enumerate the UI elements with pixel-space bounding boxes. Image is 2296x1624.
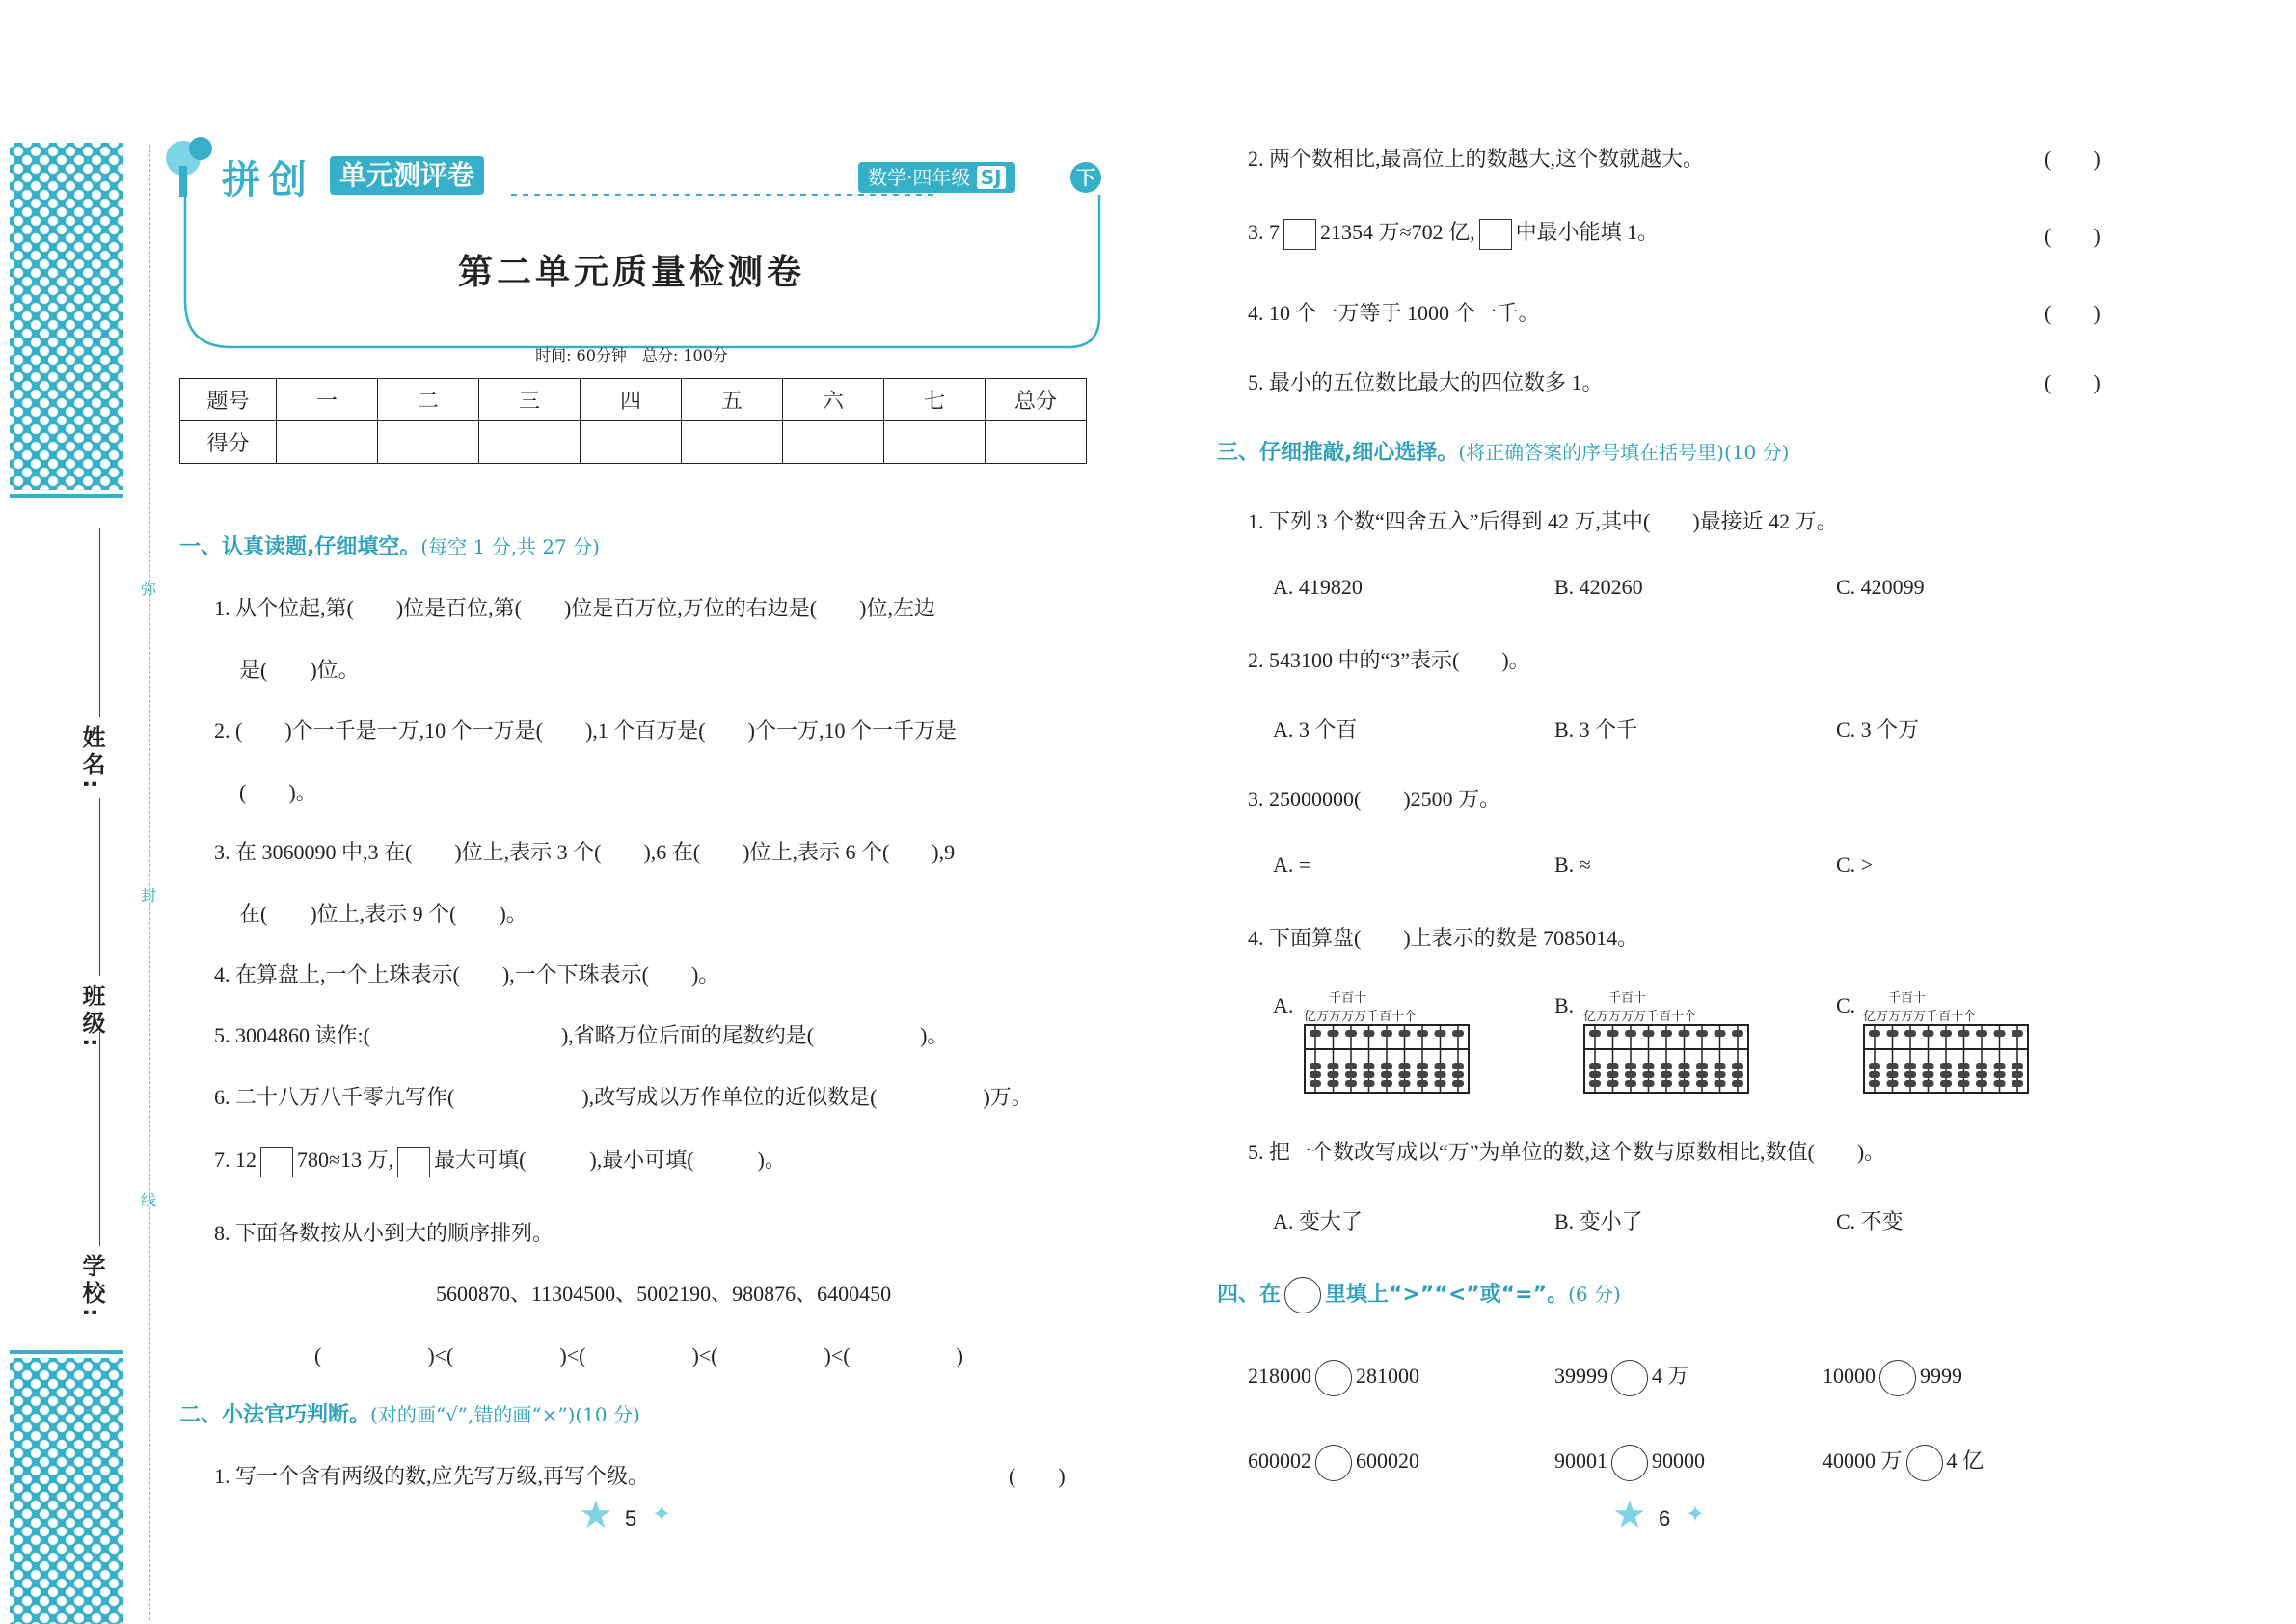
abacus-b: [1583, 988, 1749, 1099]
score-cell[interactable]: [378, 421, 479, 464]
abacus-bead: [1715, 1030, 1726, 1037]
table-cell: 五: [682, 379, 783, 421]
abacus-bead: [1994, 1030, 2006, 1037]
question-text: 4. 在算盘上,一个上珠表示( ),一个下珠表示( )。: [214, 962, 720, 987]
option-b[interactable]: B. 3 个千: [1554, 717, 1638, 742]
abacus-bead: [1643, 1080, 1655, 1087]
answer-box[interactable]: [260, 1147, 293, 1177]
section-heading: 四、在 里填上“>”“<”或“=”。(6 分): [1217, 1277, 1621, 1313]
judge-blank[interactable]: ( ): [2044, 224, 2101, 248]
star-icon: ✦: [652, 1501, 672, 1528]
abacus-bead: [1904, 1063, 1916, 1069]
question-text: 5. 把一个数改写成以“万”为单位的数,这个数与原数相比,数值( )。: [1248, 1140, 1886, 1164]
abacus-a: [1304, 988, 1470, 1099]
abacus-label: 千百十: [1608, 991, 1647, 1006]
abacus-bead: [1625, 1063, 1636, 1069]
abacus-bead: [1417, 1030, 1428, 1037]
abacus-bead: [1607, 1030, 1619, 1037]
abacus-bead: [1940, 1063, 1952, 1069]
abacus-bead: [1607, 1080, 1619, 1087]
seal-char: 线: [141, 1191, 157, 1209]
subject-badge: [858, 162, 1015, 193]
abacus-bead: [1958, 1030, 1970, 1037]
option-c[interactable]: C. 不变: [1836, 1209, 1904, 1233]
score-cell[interactable]: [479, 421, 581, 464]
abacus-c: [1863, 988, 2029, 1099]
compare-item: 10000 9999: [1823, 1360, 1962, 1396]
abacus-bead: [1625, 1071, 1636, 1078]
compare-item: 40000 万 4 亿: [1823, 1445, 1984, 1481]
abacus-bead: [1679, 1071, 1690, 1078]
compare-item: 218000 281000: [1248, 1360, 1419, 1396]
abacus-label: 亿万万万万千百十个: [1863, 1010, 1977, 1024]
abacus-bead: [1887, 1063, 1899, 1069]
question-text: 4. 10 个一万等于 1000 个一千。: [1248, 301, 1540, 325]
divider: [10, 494, 123, 498]
abacus-bead: [1958, 1080, 1970, 1087]
question-text: 是( )位。: [239, 658, 360, 682]
table-cell: 四: [581, 379, 682, 421]
question-text: 在( )位上,表示 9 个( )。: [239, 902, 527, 926]
judge-blank[interactable]: ( ): [2044, 301, 2101, 325]
score-cell[interactable]: [986, 421, 1087, 464]
abacus-bead: [1715, 1071, 1726, 1078]
abacus-bead: [2012, 1080, 2023, 1087]
edition-tag: SJ: [977, 166, 1006, 189]
table-cell: 三: [479, 379, 581, 421]
star-icon: ★: [579, 1493, 613, 1537]
compare-circle[interactable]: [1906, 1445, 1943, 1481]
question-text: 3. 25000000( )2500 万。: [1248, 787, 1501, 811]
abacus-bead: [1923, 1063, 1934, 1069]
order-blanks[interactable]: ( )<( )<( )<( )<( ): [314, 1343, 963, 1367]
abacus-bead: [1452, 1030, 1464, 1037]
question-text: 7. 12 780≈13 万, 最大可填( ),最小可填( )。: [214, 1144, 786, 1177]
abacus-bead: [1904, 1071, 1916, 1078]
answer-box[interactable]: [1479, 219, 1512, 250]
question-text: 1. 写一个含有两级的数,应先写万级,再写个级。: [214, 1464, 650, 1488]
option-c[interactable]: C.: [1836, 993, 1856, 1017]
abacus-bead: [1399, 1063, 1411, 1069]
abacus-bead: [1904, 1030, 1916, 1037]
option-a[interactable]: A. =: [1273, 853, 1311, 877]
abacus-bead: [1399, 1030, 1411, 1037]
option-c[interactable]: C. 420099: [1836, 575, 1925, 599]
abacus-bead: [1381, 1071, 1392, 1078]
table-cell: 二: [378, 379, 479, 421]
number-list: 5600870、11304500、5002190、980876、6400450: [436, 1282, 892, 1306]
abacus-bead: [1958, 1071, 1970, 1078]
question-text: 3. 在 3060090 中,3 在( )位上,表示 3 个( ),6 在( )位上,表示 6 个( ),9: [214, 840, 956, 864]
time-info: 时间: 60分钟 总分: 100分: [535, 346, 728, 365]
abacus-label: 亿万万万万千百十个: [1583, 1010, 1697, 1024]
abacus-bead: [1715, 1063, 1726, 1069]
compare-circle[interactable]: [1611, 1360, 1648, 1396]
abacus-bead: [1661, 1030, 1672, 1037]
question-text: 6. 二十八万八千零九写作( ),改写成以万作单位的近似数是( )万。: [214, 1085, 1033, 1109]
question-text: 5. 3004860 读作:( ),省略万位后面的尾数约是( )。: [214, 1023, 949, 1047]
abacus-bead: [1589, 1071, 1601, 1078]
abacus-bead: [1417, 1080, 1428, 1087]
abacus-bead: [1589, 1080, 1601, 1087]
abacus-bead: [1732, 1063, 1743, 1069]
table-cell: 一: [277, 379, 378, 421]
school-field[interactable]: [99, 1032, 100, 1246]
abacus-bead: [1994, 1063, 2006, 1069]
abacus-bead: [1435, 1071, 1446, 1078]
question-text: 1. 下列 3 个数“四舍五入”后得到 42 万,其中( )最接近 42 万。: [1248, 509, 1838, 533]
table-row: [180, 379, 1087, 421]
abacus-bead: [1589, 1030, 1601, 1037]
option-b[interactable]: B. 变小了: [1554, 1209, 1643, 1233]
seal-char: 弥: [141, 580, 157, 598]
abacus-bead: [1679, 1080, 1690, 1087]
abacus-bead: [1328, 1063, 1339, 1069]
abacus-bead: [1976, 1030, 1987, 1037]
score-table: [179, 378, 1087, 464]
abacus-bead: [1607, 1063, 1619, 1069]
abacus-bead: [1696, 1080, 1708, 1087]
option-a[interactable]: A.: [1273, 993, 1294, 1017]
compare-item: 90001 90000: [1554, 1445, 1705, 1481]
compare-circle[interactable]: [1879, 1360, 1916, 1396]
abacus-bead: [1345, 1080, 1357, 1087]
page-title: 第二单元质量检测卷: [457, 253, 805, 292]
abacus-frame: [1304, 1024, 1470, 1094]
section-heading: 三、仔细推敲,细心选择。(将正确答案的序号填在括号里)(10 分): [1217, 441, 1790, 465]
abacus-label: 亿万万万万千百十个: [1304, 1010, 1418, 1024]
abacus-bead: [1887, 1071, 1899, 1078]
abacus-bead: [1345, 1071, 1357, 1078]
abacus-bead: [1661, 1071, 1672, 1078]
star-icon: ★: [1612, 1493, 1647, 1537]
compare-circle[interactable]: [1315, 1360, 1352, 1396]
question-text: ( )。: [239, 780, 317, 804]
question-text: 2. ( )个一千是一万,10 个一万是( ),1 个百万是( )个一万,10 个一千万是: [214, 718, 957, 743]
option-a[interactable]: A. 3 个百: [1273, 717, 1358, 742]
abacus-bead: [2012, 1030, 2023, 1037]
abacus-bead: [1452, 1063, 1464, 1069]
score-cell[interactable]: [783, 421, 884, 464]
abacus-bead: [1381, 1030, 1392, 1037]
name-field[interactable]: [99, 528, 100, 717]
abacus-label: 千百十: [1329, 991, 1367, 1006]
abacus-bead: [1994, 1071, 2006, 1078]
score-cell[interactable]: [884, 421, 986, 464]
abacus-bead: [1310, 1030, 1321, 1037]
svg-text:拼: 拼: [222, 158, 260, 203]
abacus-bead: [1364, 1071, 1375, 1078]
abacus-bead: [1345, 1063, 1357, 1069]
abacus-bead: [1869, 1071, 1880, 1078]
option-a[interactable]: A. 变大了: [1273, 1209, 1363, 1233]
abacus-bead: [1976, 1063, 1987, 1069]
abacus-bead: [1923, 1080, 1934, 1087]
question-text: 1. 从个位起,第( )位是百位,第( )位是百万位,万位的右边是( )位,左边: [214, 596, 935, 620]
abacus-bead: [1310, 1063, 1321, 1069]
abacus-bead: [2012, 1063, 2023, 1069]
abacus-frame: [1583, 1024, 1749, 1094]
judge-blank[interactable]: ( ): [2044, 147, 2101, 171]
binding-cut-line: [149, 145, 150, 1620]
abacus-bead: [1887, 1030, 1899, 1037]
abacus-bead: [1869, 1030, 1880, 1037]
abacus-bead: [1310, 1071, 1321, 1078]
svg-text:创: 创: [268, 158, 307, 203]
abacus-bead: [1904, 1080, 1916, 1087]
abacus-bead: [1328, 1080, 1339, 1087]
abacus-bead: [1345, 1030, 1357, 1037]
abacus-label: 千百十: [1888, 991, 1927, 1006]
abacus-bead: [1976, 1080, 1987, 1087]
abacus-bead: [1661, 1063, 1672, 1069]
abacus-bead: [2012, 1071, 2023, 1078]
judge-blank[interactable]: ( ): [1009, 1464, 1066, 1488]
subject-text: 数学·四年级: [868, 166, 971, 189]
abacus-bead: [1887, 1080, 1899, 1087]
abacus-bead: [1435, 1030, 1446, 1037]
abacus-bead: [1643, 1063, 1655, 1069]
abacus-bead: [1328, 1071, 1339, 1078]
question-text: 2. 两个数相比,最高位上的数越大,这个数就越大。: [1248, 147, 1705, 171]
abacus-bead: [1625, 1080, 1636, 1087]
abacus-bead: [1643, 1030, 1655, 1037]
answer-box[interactable]: [397, 1147, 430, 1177]
abacus-bead: [1869, 1080, 1880, 1087]
decorative-pattern-top: [10, 143, 123, 490]
question-text: 2. 543100 中的“3”表示( )。: [1248, 648, 1530, 672]
abacus-bead: [1364, 1063, 1375, 1069]
abacus-bead: [1732, 1071, 1743, 1078]
class-label: 班级:: [78, 984, 105, 1051]
brand-banner: 单元测评卷: [330, 156, 484, 195]
abacus-bead: [1364, 1030, 1375, 1037]
compare-item: 39999 4 万: [1554, 1360, 1689, 1396]
abacus-bead: [1696, 1030, 1708, 1037]
abacus-bead: [1732, 1030, 1743, 1037]
abacus-bead: [1625, 1030, 1636, 1037]
abacus-bead: [1661, 1080, 1672, 1087]
volume-badge: 下: [1070, 162, 1101, 193]
divider: [10, 1350, 123, 1354]
abacus-bead: [1417, 1071, 1428, 1078]
name-label: 姓名:: [78, 725, 105, 793]
section-heading: 一、认真读题,仔细填空。(每空 1 分,共 27 分): [179, 535, 600, 559]
abacus-bead: [1940, 1071, 1952, 1078]
option-c[interactable]: C. 3 个万: [1836, 717, 1920, 742]
abacus-bead: [1679, 1030, 1690, 1037]
compare-circle[interactable]: [1611, 1445, 1648, 1481]
abacus-bead: [1452, 1071, 1464, 1078]
abacus-bead: [1399, 1080, 1411, 1087]
decorative-pattern-bottom: [10, 1358, 123, 1624]
abacus-bead: [1381, 1080, 1392, 1087]
option-a[interactable]: A. 419820: [1273, 575, 1363, 599]
compare-item: 600002 600020: [1248, 1445, 1419, 1481]
option-b[interactable]: B. 420260: [1554, 575, 1643, 599]
table-row: [180, 421, 1087, 464]
abacus-bead: [1364, 1080, 1375, 1087]
abacus-bead: [1381, 1063, 1392, 1069]
table-cell: 七: [884, 379, 986, 421]
table-cell: 题号: [180, 379, 277, 421]
abacus-bead: [1435, 1063, 1446, 1069]
compare-circle[interactable]: [1315, 1445, 1352, 1481]
option-c[interactable]: C. >: [1836, 853, 1874, 877]
question-text: 8. 下面各数按从小到大的顺序排列。: [214, 1221, 554, 1245]
school-label: 学校:: [78, 1254, 105, 1321]
circle-icon: [1284, 1277, 1321, 1313]
option-b[interactable]: B. ≈: [1554, 853, 1591, 877]
score-cell[interactable]: [277, 421, 378, 464]
abacus-bead: [1696, 1071, 1708, 1078]
abacus-bead: [1923, 1030, 1934, 1037]
abacus-bead: [1958, 1063, 1970, 1069]
abacus-bead: [1589, 1063, 1601, 1069]
abacus-bead: [1310, 1080, 1321, 1087]
table-cell: 总分: [986, 379, 1087, 421]
abacus-bead: [1452, 1080, 1464, 1087]
abacus-bead: [1435, 1080, 1446, 1087]
abacus-bead: [1732, 1080, 1743, 1087]
answer-box[interactable]: [1283, 219, 1316, 250]
abacus-bead: [1696, 1063, 1708, 1069]
class-field[interactable]: [99, 798, 100, 976]
abacus-bead: [1869, 1063, 1880, 1069]
score-cell[interactable]: [682, 421, 783, 464]
abacus-bead: [1328, 1030, 1339, 1037]
judge-blank[interactable]: ( ): [2044, 370, 2101, 394]
abacus-bead: [1976, 1071, 1987, 1078]
abacus-bead: [1940, 1030, 1952, 1037]
abacus-bead: [1607, 1071, 1619, 1078]
abacus-bead: [1715, 1080, 1726, 1087]
abacus-frame: [1863, 1024, 2029, 1094]
page-number: 6: [1659, 1506, 1671, 1530]
question-text: 3. 7 21354 万≈702 亿, 中最小能填 1。: [1248, 216, 1659, 250]
abacus-bead: [1923, 1071, 1934, 1078]
abacus-bead: [1643, 1071, 1655, 1078]
abacus-bead: [1399, 1071, 1411, 1078]
abacus-bead: [1679, 1063, 1690, 1069]
score-cell[interactable]: [581, 421, 682, 464]
table-cell: 得分: [180, 421, 277, 464]
table-cell: 六: [783, 379, 884, 421]
abacus-bead: [1417, 1063, 1428, 1069]
star-icon: ✦: [1686, 1501, 1706, 1528]
abacus-bead: [1940, 1080, 1952, 1087]
seal-char: 封: [141, 886, 157, 905]
abacus-bead: [1994, 1080, 2006, 1087]
question-text: 5. 最小的五位数比最大的四位数多 1。: [1248, 370, 1604, 394]
option-b[interactable]: B.: [1554, 993, 1575, 1017]
question-text: 4. 下面算盘( )上表示的数是 7085014。: [1248, 926, 1639, 950]
section-heading: 二、小法官巧判断。(对的画“√”,错的画“×”)(10 分): [179, 1403, 640, 1427]
page-number: 5: [625, 1506, 637, 1530]
